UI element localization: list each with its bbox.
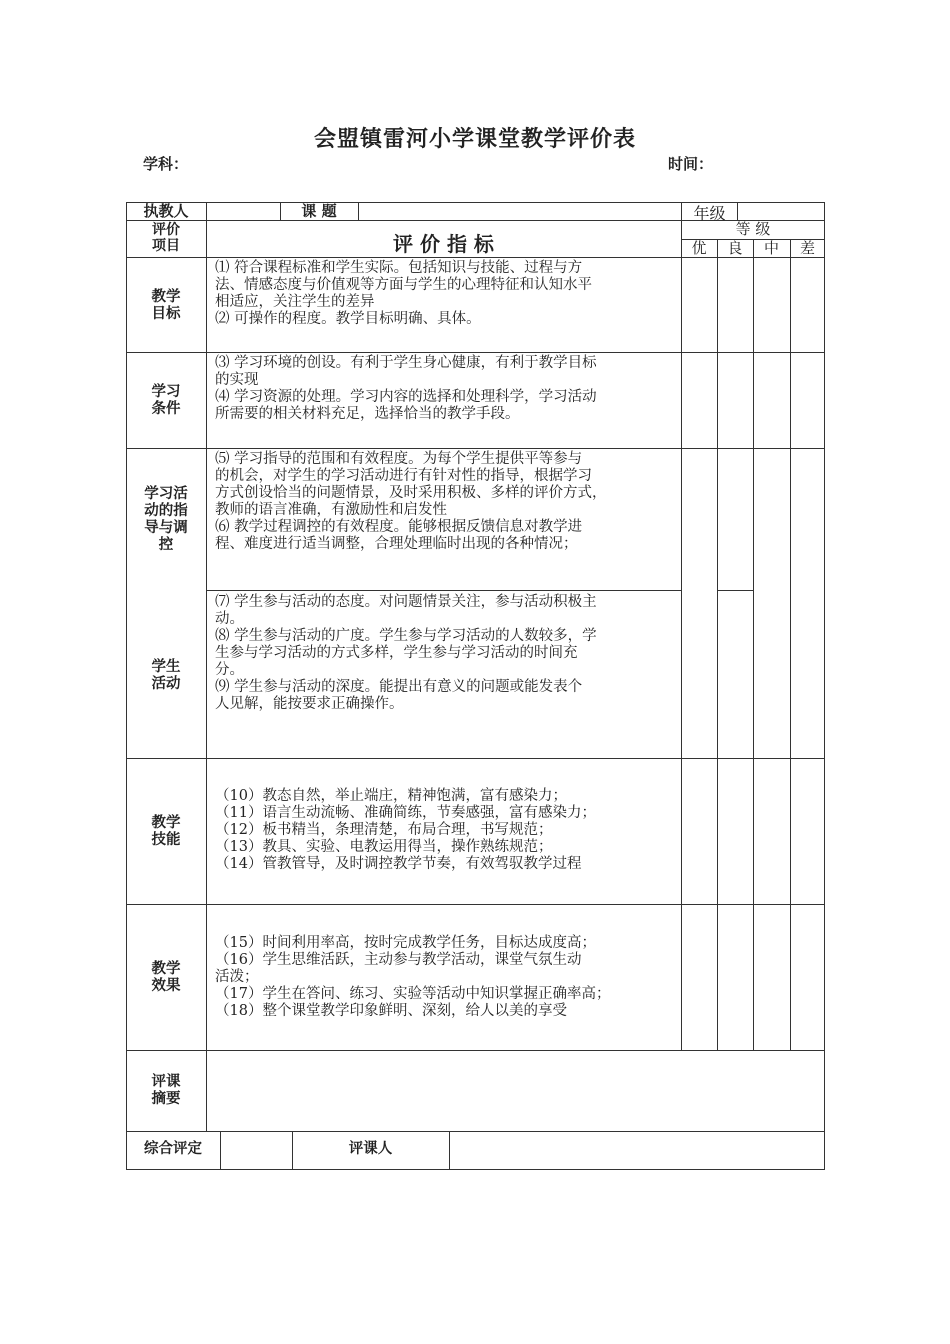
subject-label: 学科： [143,155,189,173]
row-label-learning-conditions: 学习 条件 [151,384,181,417]
col-divider [790,239,791,1050]
row-divider-partial [717,590,753,591]
teacher-value[interactable] [207,203,279,219]
row-label-teaching-skills: 教学 技能 [151,815,181,848]
topic-value[interactable] [359,203,680,219]
row-text-student-activity: ⑺ 学生参与活动的态度。对问题情景关注，参与活动积极主 动。 ⑻ 学生参与活动的广度。学生参与学习活动的人数较多，学 生参与学习活动的方式多样，学生参与学习活动的时间充 分。 ⑼ 学生参与活动的深度。能提出有意义的问题或能发表个 人见解，能按要求正确操作。 [215,594,597,712]
col-divider [717,239,718,1050]
overall-rating-label: 综合评定 [144,1141,202,1157]
row-divider [126,257,825,258]
grade-value[interactable] [738,203,824,219]
col-divider [753,239,754,1050]
grade-label: 年级 [693,204,726,223]
row-divider [126,904,825,905]
summary-label: 评课 摘要 [151,1074,181,1107]
indicator-header: 评 价 指 标 [393,232,494,256]
row-text-guidance: ⑸ 学习指导的范围和有效程度。为每个学生提供平等参与 的机会，对学生的学习活动进行有针对性的指导，根据学习 方式创设恰当的问题情景，及时采用积极、多样的评价方式， 教师的语言准确，有激励性和启发性 ⑹ 教学过程调控的有效程度。能够根据反馈信息对教学进 程、难度进行适当调整，合理处理临时出现的各种情况； [215,451,607,552]
row-text-teaching-goals: ⑴ 符合课程标准和学生实际。包括知识与技能、过程与方 法、情感态度与价值观等方面与学生的心理特征和认知水平 相适应，关注学生的差异 ⑵ 可操作的程度。教学目标明确、具体。 [215,260,592,327]
overall-rating-field[interactable] [221,1132,291,1169]
reviewer-field[interactable] [450,1132,824,1169]
row-divider [126,352,825,353]
row-text-teaching-skills: （10）教态自然，举止端庄，精神饱满，富有感染力； （11）语言生动流畅、准确简练，节奏感强，富有感染力； （12）板书精当，条理清楚，布局合理，书写规范； （13）教具、实验、电教运用得当，操作熟练规范； （14）管教管导，及时调控教学节奏，有效驾驭教学过程 [215,788,596,872]
row-divider-partial [206,590,681,591]
row-label-guidance: 学习活 动的指 导与调 控 [144,486,188,553]
level-poor: 差 [799,239,815,257]
row-divider [126,758,825,759]
row-label-teaching-effect: 教学 效果 [151,961,181,994]
item-header: 评价 项目 [152,222,180,254]
reviewer-label: 评课人 [348,1141,393,1157]
row-divider [126,448,825,449]
level-good: 良 [727,239,743,257]
time-label: 时间： [668,155,714,173]
topic-label: 课 题 [301,202,337,220]
teacher-label: 执教人 [143,202,189,220]
col-divider [206,220,207,1131]
summary-field[interactable] [207,1051,824,1130]
page-title: 会盟镇雷河小学课堂教学评价表 [313,126,636,152]
col-divider [681,202,682,1050]
level-header: 等 级 [735,220,771,238]
row-text-learning-conditions: ⑶ 学习环境的创设。有利于学生身心健康，有利于教学目标 的实现 ⑷ 学习资源的处理。学习内容的选择和处理科学，学习活动 所需要的相关材料充足，选择恰当的教学手段。 [215,355,597,422]
level-average: 中 [763,239,779,257]
row-text-teaching-effect: （15）时间利用率高，按时完成教学任务，目标达成度高； （16）学生思维活跃，主动参与教学活动，课堂气氛生动 活泼； （17）学生在答问、练习、实验等活动中知识掌握正确率高； （18）整个课堂教学印象鲜明、深刻，给人以美的享受 [215,935,611,1019]
row-label-student-activity: 学生 活动 [151,659,181,692]
level-excellent: 优 [691,239,707,257]
row-label-teaching-goals: 教学 目标 [151,289,181,322]
